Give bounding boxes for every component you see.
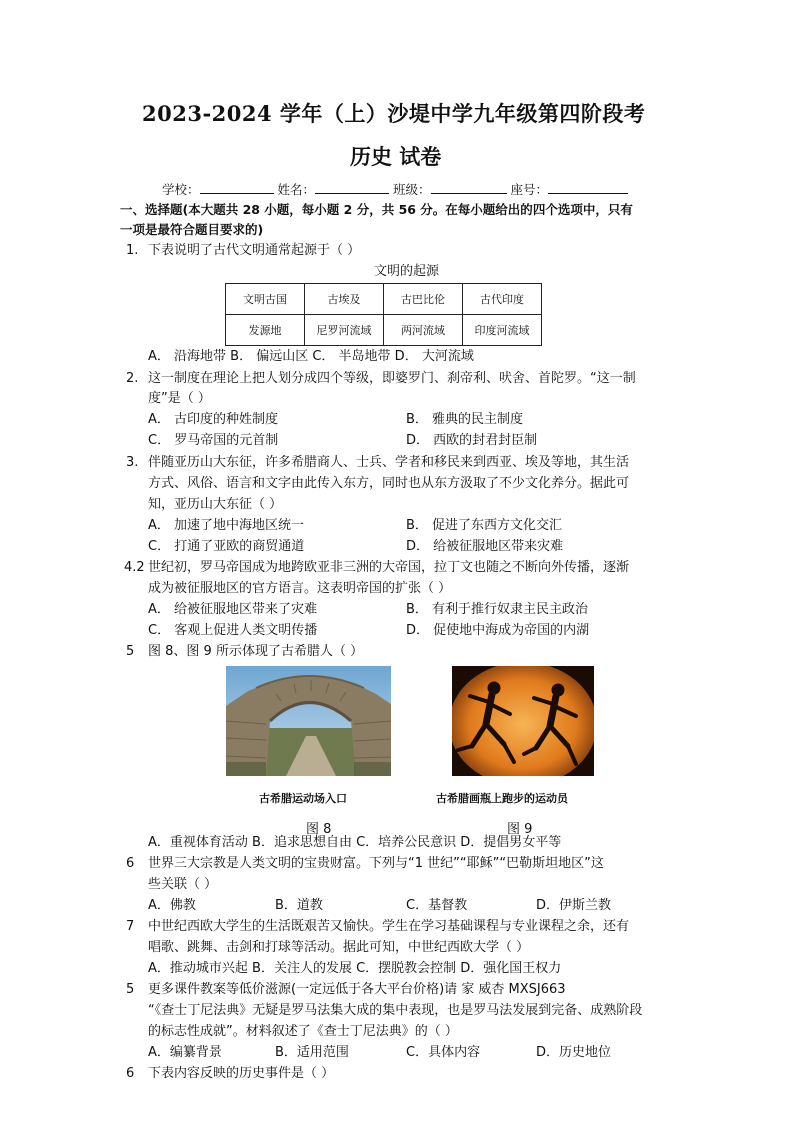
table-cell: 两河流域 [384,315,463,346]
q6-option-d: D．伊斯兰教 [536,898,612,913]
q7-options: A．推动城市兴起 B．关注人的发展 C．摆脱教会控制 D．强化国王权力 [148,961,562,976]
name-label: 姓名： [277,182,316,197]
q8-option-a: A．编纂背景 [148,1045,222,1060]
q4-option-a: A． 给被征服地区带来了灾难 [148,602,318,617]
seat-label: 座号： [510,182,549,197]
class-blank[interactable] [431,180,507,194]
q1-number: 1. [126,243,139,258]
school-blank[interactable] [200,180,274,194]
q2-number: 2. [126,371,139,386]
name-blank[interactable] [315,180,389,194]
table-cell: 古代印度 [463,284,542,315]
q5-options: A．重视体育活动 B．追求思想自由 C．培养公民意识 D．提倡男女平等 [148,835,562,850]
q5-number: 5 [126,644,135,659]
q5-text: 图 8、图 9 所示体现了古希腊人（ ） [148,644,364,659]
q2-option-c: C． 罗马帝国的元首制 [148,433,279,448]
q4-number: 4.2 [124,560,145,575]
table-cell: 文明古国 [226,284,305,315]
q4-option-c: C． 客观上促进人类文明传播 [148,623,318,638]
page-subtitle: 历史 试卷 [350,144,442,169]
seat-blank[interactable] [548,180,628,194]
table-row [226,315,542,346]
q6-option-b: B．道教 [275,898,323,913]
table-cell: 古巴比伦 [384,284,463,315]
section-heading-line2: 一项是最符合题目要求的) [120,222,264,237]
q3-number: 3. [126,455,139,470]
q4-option-d: D． 促使地中海成为帝国的内湖 [406,623,590,638]
promo-line: 更多课件教案等低价滋源(一定远低于各大平台价格)请 家 威杏 MXSJ663 [148,982,566,997]
stadium-entrance-photo [226,666,391,776]
class-label: 班级： [393,182,431,197]
q2-option-a: A． 古印度的种姓制度 [148,412,279,427]
table-cell: 古埃及 [305,284,384,315]
q2-line1: 这一制度在理论上把人划分成四个等级，即婆罗门、刹帝利、吠舍、首陀罗。“这一制 [148,371,636,386]
section-heading-line1: 一、选择题(本大题共 28 小题，每小题 2 分，共 56 分。在每小题给出的四个选项中，只有 [120,202,633,217]
q2-option-b: B． 雅典的民主制度 [406,412,524,427]
q4-line2: 成为被征服地区的官方语言。这表明帝国的扩张（ ） [148,581,452,596]
q6-line2: 些关联（ ） [148,877,218,892]
q8-number: 5 [126,982,135,997]
q4-line1: 世纪初，罗马帝国成为地跨欧亚非三洲的大帝国，拉丁文也随之不断向外传播，逐渐 [148,560,630,575]
q2-line2: 度”是（ ） [148,391,211,406]
table-row [226,284,542,315]
table-cell: 尼罗河流域 [305,315,384,346]
q1-table-title: 文明的起源 [374,264,440,279]
q8-option-b: B．适用范围 [275,1045,349,1060]
section-heading [120,200,680,240]
table-cell: 发源地 [226,315,305,346]
q3-option-d: D． 给被征服地区带来灾难 [406,539,564,554]
q8-option-c: C．具体内容 [406,1045,481,1060]
q6-option-c: C．基督教 [406,898,468,913]
q8-line1: “《查士丁尼法典》无疑是罗马法集大成的集中表现，也是罗马法发展到完备、成熟阶段 [148,1003,643,1018]
q9-number: 6 [126,1066,135,1081]
q3-line3: 知，亚历山大东征（ ） [148,497,283,512]
q4-option-b: B． 有利于推行奴隶主民主政治 [406,602,589,617]
q1-text: 下表说明了古代文明通常起源于（ ） [148,243,361,258]
table-cell: 印度河流域 [463,315,542,346]
fig9-caption: 古希腊画瓶上跑步的运动员 [436,792,568,805]
q8-line2: 的标志性成就”。材料叙述了《查士丁尼法典》的（ ） [148,1024,458,1039]
q3-option-a: A． 加速了地中海地区统一 [148,518,305,533]
q1-options: A． 沿海地带 B． 偏远山区 C． 半岛地带 D． 大河流域 [148,349,474,364]
student-info-row [162,180,628,198]
fig9-label: 图 9 [507,822,533,837]
fig8-caption: 古希腊运动场入口 [259,792,347,805]
q7-number: 7 [126,919,135,934]
q9-text: 下表内容反映的历史事件是（ ） [148,1066,335,1081]
q6-line1: 世界三大宗教是人类文明的宝贵财富。下列与“1 世纪”“耶稣”“巴勒斯坦地区”这 [148,856,604,871]
q6-option-a: A．佛教 [148,898,196,913]
vase-runners-photo [452,666,594,776]
q3-option-c: C． 打通了亚欧的商贸通道 [148,539,305,554]
q3-line1: 伴随亚历山大东征，许多希腊商人、士兵、学者和移民来到西亚、埃及等地，其生活 [148,455,630,470]
origin-table [225,283,542,346]
school-label: 学校： [162,182,200,197]
fig8-label: 图 8 [306,822,332,837]
q2-option-d: D． 西欧的封君封臣制 [406,433,538,448]
q3-line2: 方式、风俗、语言和文字由此传入东方，同时也从东方汲取了不少文化养分。据此可 [148,476,630,491]
q3-option-b: B． 促进了东西方文化交汇 [406,518,563,533]
page-title: 2023-2024 学年（上）沙堤中学九年级第四阶段考 [142,101,646,126]
q8-option-d: D．历史地位 [536,1045,612,1060]
q7-line1: 中世纪西欧大学生的生活既艰苦又愉快。学生在学习基础课程与专业课程之余，还有 [148,919,630,934]
q7-line2: 唱歌、跳舞、击剑和打球等活动。据此可知，中世纪西欧大学（ ） [148,940,530,955]
q6-number: 6 [126,856,135,871]
